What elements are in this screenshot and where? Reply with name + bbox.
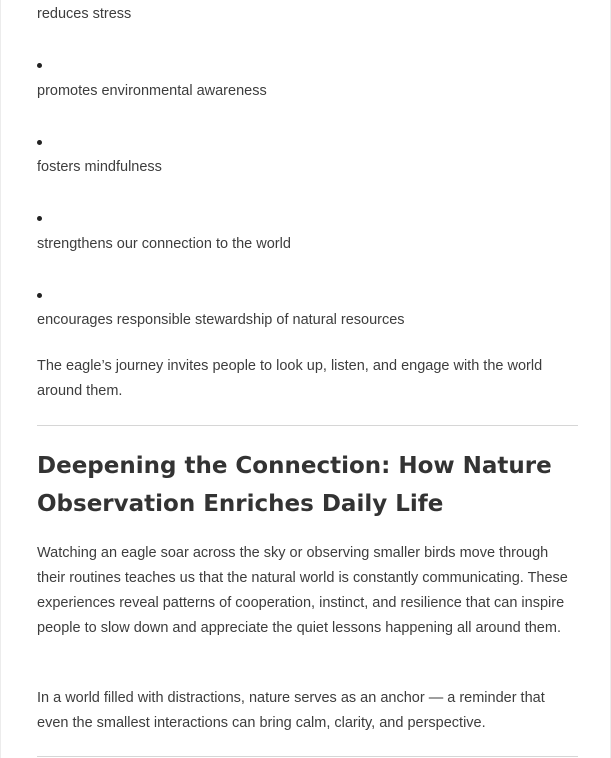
bullet-dot-icon xyxy=(37,140,42,145)
intro-paragraph: The eagle’s journey invites people to look up, listen, and engage with the world around them. xyxy=(37,358,543,399)
list-item-text: promotes environmental awareness xyxy=(37,83,267,99)
bullet-dot-icon xyxy=(37,216,42,221)
bullet-dot-icon xyxy=(37,63,42,68)
body-paragraph: Watching an eagle soar across the sky or observing smaller birds move through their routines teaches us that the natural world is constantly communicating. These experiences reveal patterns of cooperation, instinct, and resilience that can inspire people to slow down and appreciate the quiet lessons happening all around them. xyxy=(37,545,568,636)
list-item-text: encourages responsible stewardship of natural resources xyxy=(37,312,405,328)
section-divider xyxy=(37,756,578,757)
bullet-dot-icon xyxy=(37,293,42,298)
body-paragraph: In a world filled with distractions, nature serves as an anchor — a reminder that even the smallest interactions can bring calm, clarity, and perspective. xyxy=(37,690,545,731)
list-item-text: reduces stress xyxy=(37,6,132,22)
list-item-text: fosters mindfulness xyxy=(37,159,162,175)
section-heading: Deepening the Connection: How Nature Observation Enriches Daily Life xyxy=(37,453,552,517)
list-item-text: strengthens our connection to the world xyxy=(37,236,291,252)
section-divider xyxy=(37,425,578,426)
